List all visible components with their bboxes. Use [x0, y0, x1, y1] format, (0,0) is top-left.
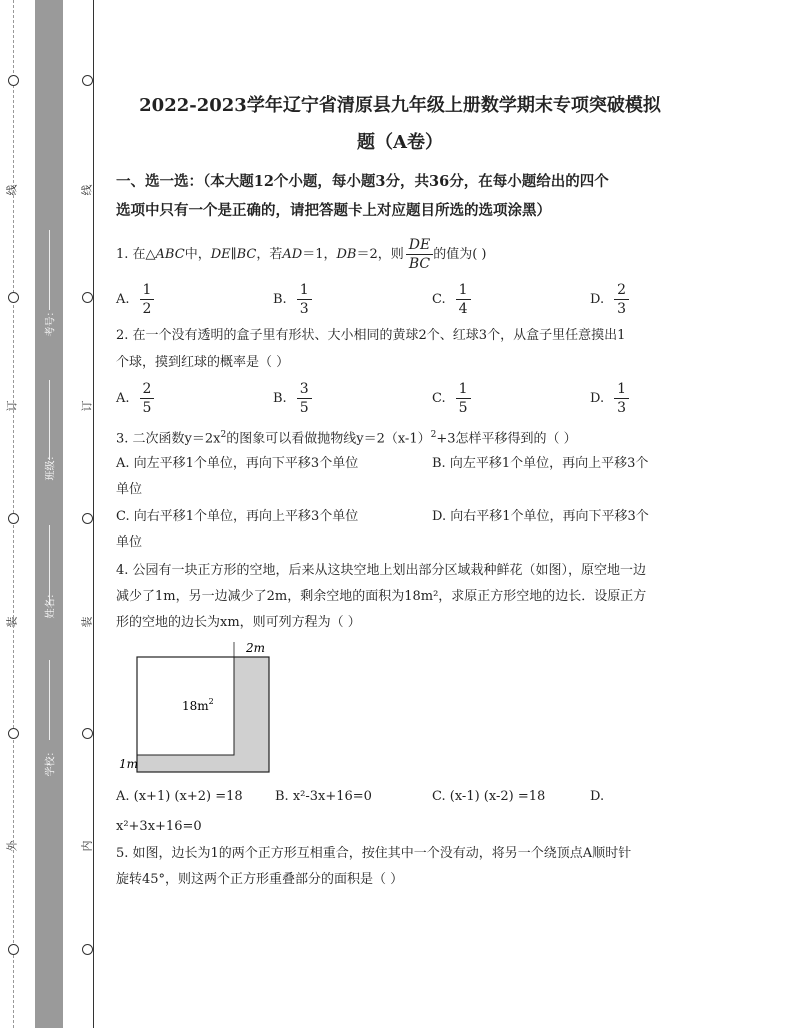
- field-school: 学校：: [45, 746, 57, 777]
- page-title-line2: 题（A卷）: [357, 132, 443, 153]
- binding-hole: [8, 75, 19, 86]
- q3-option-b: B. 向左平移1个单位，再向上平移3个: [432, 456, 649, 471]
- fraction-de-bc: $\frac{DE}{BC}$: [406, 236, 433, 273]
- q4-option-d: D.: [590, 789, 605, 804]
- binding-hole: [8, 728, 19, 739]
- binding-hole: [8, 513, 19, 524]
- binding-hole: [82, 513, 93, 524]
- question-2-line2: 个球，摸到红球的概率是（ ）: [116, 355, 290, 370]
- q2-option-d: D. $\frac{1}{3}$: [590, 380, 629, 417]
- q1-option-b: B. $\frac{1}{3}$: [273, 281, 312, 318]
- info-strip: [35, 0, 63, 1028]
- question-5-line1: 5. 如图，边长为1的两个正方形互相重合，按住其中一个没有动，将另一个绕顶点A顺时针: [116, 846, 632, 861]
- question-3-stem: 3. 二次函数$y=2x^2$的图象可以看做抛物线$y=2(x-1)^2+3$怎样平移得到的（ ）: [116, 430, 577, 447]
- question-5-line2: 旋转45°，则这两个正方形重叠部分的面积是（ ）: [116, 872, 404, 887]
- q3-option-b-cont: 单位: [116, 482, 143, 497]
- field-line: [49, 380, 50, 460]
- question-4-line1: 4. 公园有一块正方形的空地，后来从这块空地上划出部分区域栽种鲜花（如图），原空地一边: [116, 563, 647, 578]
- margin-label-inner: 订: [80, 400, 94, 412]
- page-title-line1: 2022-2023学年辽宁省清原县九年级上册数学期末专项突破模拟: [139, 95, 661, 116]
- question-2-line1: 2. 在一个没有透明的盒子里有形状、大小相同的黄球2个、红球3个，从盒子里任意摸出1: [116, 328, 626, 343]
- margin-label-inner: 内: [80, 840, 94, 852]
- q4-option-c: C. (x-1) (x-2) =18: [432, 789, 546, 804]
- label-2m: 2m: [246, 641, 266, 655]
- q3-option-d: D. 向右平移1个单位，再向下平移3个: [432, 509, 649, 524]
- q3-option-a: A. 向左平移1个单位，再向下平移3个单位: [116, 456, 359, 471]
- section-heading-line2: 选项中只有一个是正确的，请把答题卡上对应题目所选的选项涂黑）: [116, 202, 551, 219]
- q1-option-d: D. $\frac{2}{3}$: [590, 281, 629, 318]
- margin-label-outer: 线: [5, 184, 19, 196]
- field-line: [49, 660, 50, 740]
- margin-label-outer: 订: [5, 400, 19, 412]
- section-heading-line1: 一、选一选：（本大题12个小题，每小题3分，共36分，在每小题给出的四个: [116, 173, 609, 190]
- margin-label-outer: 装: [5, 616, 19, 628]
- field-name: 姓名：: [45, 588, 57, 619]
- square-garden-figure: [112, 638, 282, 778]
- q4-option-a: A. (x+1) (x+2) =18: [116, 789, 243, 804]
- question-1-stem: 1. 在△ABC中，DE∥BC，若AD＝1，DB＝2，则 $\frac{DE}{BC}$ 的值为( ): [116, 237, 487, 272]
- label-18m2: $18m^2$: [182, 697, 214, 713]
- binding-hole: [82, 75, 93, 86]
- margin-label-outer: 外: [5, 840, 19, 852]
- binding-hole: [82, 944, 93, 955]
- label-1m: 1m: [119, 757, 139, 771]
- field-line: [49, 230, 50, 310]
- binding-hole: [8, 292, 19, 303]
- binding-hole: [82, 292, 93, 303]
- margin-label-inner: 装: [80, 616, 94, 628]
- q2-option-b: B. $\frac{3}{5}$: [273, 380, 312, 417]
- q2-option-a: A. $\frac{2}{5}$: [116, 380, 154, 417]
- binding-hole: [8, 944, 19, 955]
- question-4-line3: 形的空地的边长为xm，则可列方程为（ ）: [116, 615, 361, 630]
- inner-cut-line: [93, 0, 94, 1028]
- margin-label-inner: 线: [80, 184, 94, 196]
- binding-hole: [82, 728, 93, 739]
- q4-option-d-cont: x²+3x+16=0: [116, 819, 202, 834]
- q4-option-b: B. x²-3x+16=0: [275, 789, 372, 804]
- q3-option-c: C. 向右平移1个单位，再向上平移3个单位: [116, 509, 359, 524]
- q1-option-c: C. $\frac{1}{4}$: [432, 281, 471, 318]
- q2-option-c: C. $\frac{1}{5}$: [432, 380, 471, 417]
- field-class: 班级：: [45, 450, 57, 481]
- question-4-line2: 减少了1m，另一边减少了2m，剩余空地的面积为18m²，求原正方形空地的边长．设原正方: [116, 589, 647, 604]
- field-exam-number: 考号：: [45, 306, 57, 337]
- q3-option-d-cont: 单位: [116, 535, 143, 550]
- q1-option-a: A. $\frac{1}{2}$: [116, 281, 154, 318]
